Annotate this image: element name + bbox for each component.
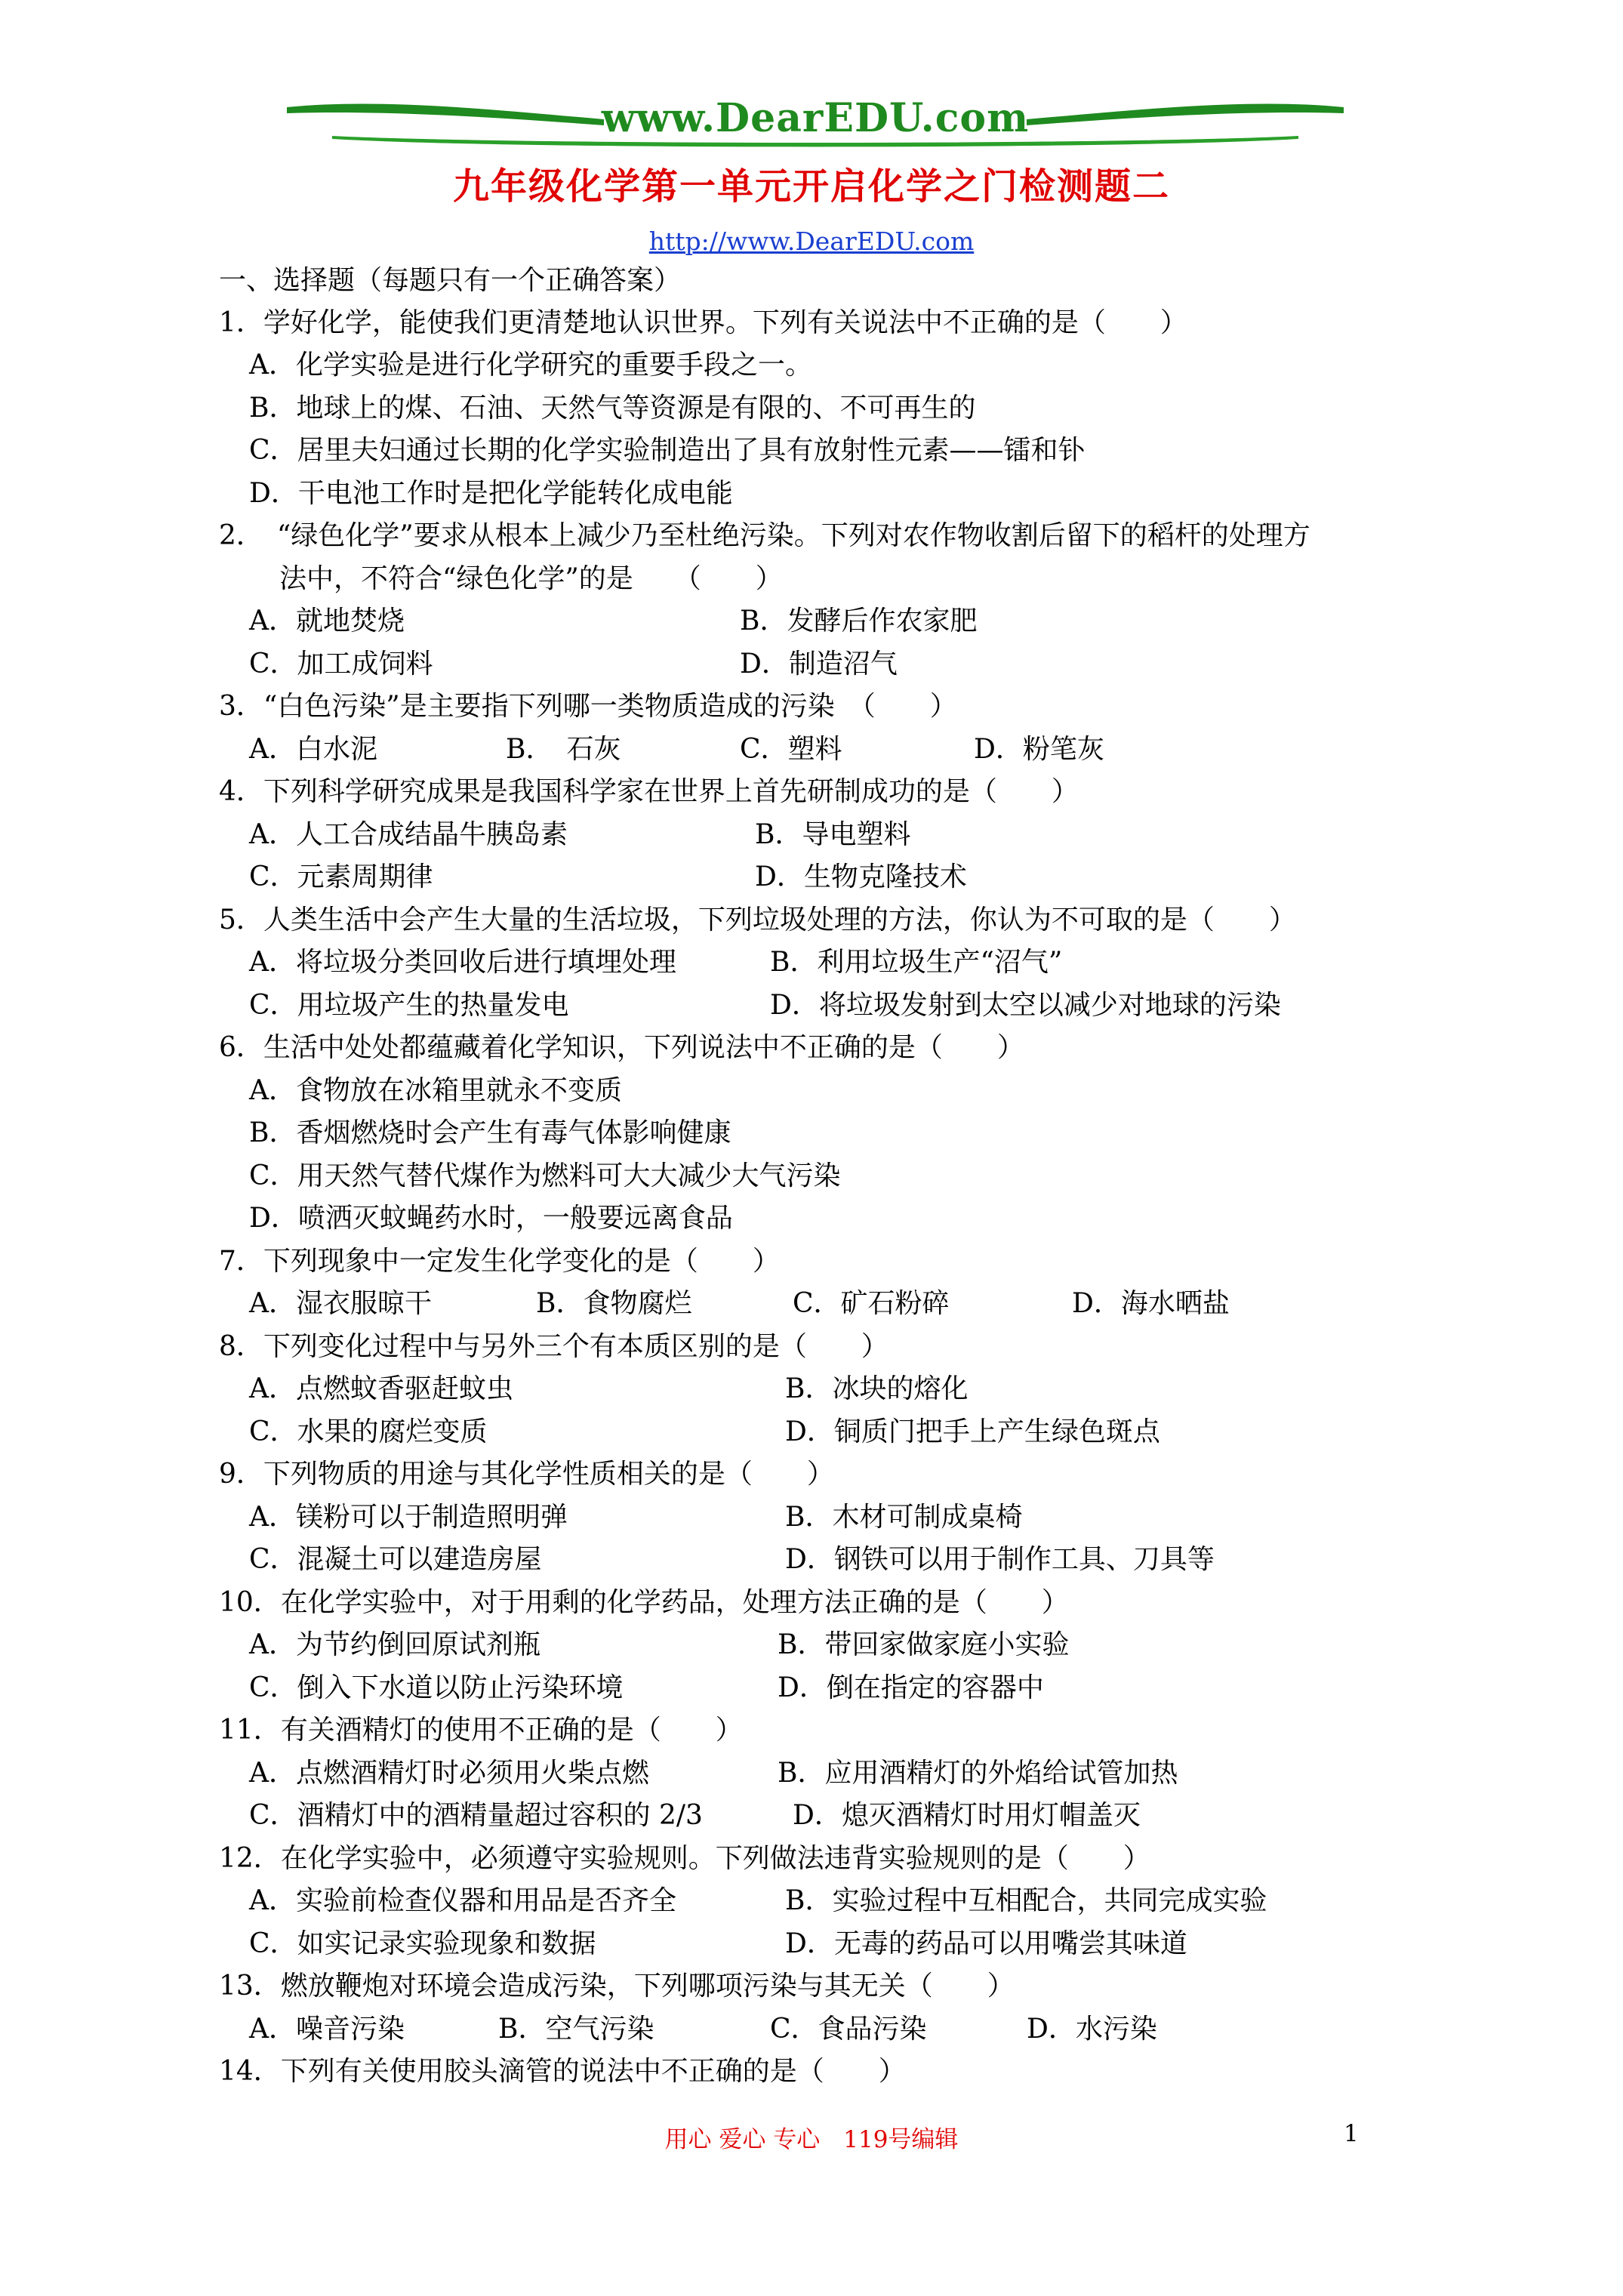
question-8-option-d: D．铜质门把手上产生绿色斑点	[785, 1416, 1160, 1447]
question-10-option-c: C．倒入下水道以防止污染环境	[249, 1672, 624, 1703]
site-banner-text: www.DearEDU.com	[601, 95, 1030, 141]
question-5-option-c: C．用垃圾产生的热量发电	[249, 990, 569, 1021]
question-10-stem: 10．在化学实验中，对于用剩的化学药品，处理方法正确的是（ ）	[219, 1587, 1069, 1618]
question-9-stem: 9．下列物质的用途与其化学性质相关的是（ ）	[219, 1459, 834, 1490]
page-footer: 用心 爱心 专心 119号编辑	[664, 2126, 959, 2153]
question-5-option-b: B．利用垃圾生产“沼气”	[770, 947, 1063, 978]
question-6-option-b: B．香烟燃烧时会产生有毒气体影响健康	[249, 1117, 731, 1148]
question-3-stem: 3．“白色污染”是主要指下列哪一类物质造成的污染 （ ）	[219, 691, 957, 722]
question-3-option-a: A．白水泥	[249, 734, 377, 765]
question-7-option-b: B．食物腐烂	[536, 1288, 692, 1319]
question-4-option-d: D．生物克隆技术	[755, 861, 967, 892]
question-3-option-d: D．粉笔灰	[974, 734, 1104, 765]
question-12-option-a: A．实验前检查仪器和用品是否齐全	[249, 1885, 676, 1916]
question-4-stem: 4．下列科学研究成果是我国科学家在世界上首先研制成功的是（ ）	[219, 776, 1079, 807]
question-1-option-d: D．干电池工作时是把化学能转化成电能	[249, 478, 733, 509]
question-7-stem: 7．下列现象中一定发生化学变化的是（ ）	[219, 1246, 780, 1277]
page-number: 1	[1344, 2120, 1359, 2147]
question-8-option-a: A．点燃蚊香驱赶蚊虫	[249, 1373, 513, 1404]
question-11-option-b: B．应用酒精灯的外焰给试管加热	[778, 1758, 1178, 1789]
question-7-option-d: D．海水晒盐	[1072, 1288, 1230, 1319]
question-4-option-a: A．人工合成结晶牛胰岛素	[249, 819, 568, 850]
question-9-option-b: B．木材可制成桌椅	[785, 1502, 1023, 1533]
question-5-option-a: A．将垃圾分类回收后进行填埋处理	[249, 947, 676, 978]
section-heading: 一、选择题（每题只有一个正确答案）	[219, 265, 682, 296]
question-6-option-c: C．用天然气替代煤作为燃料可大大减少大气污染	[249, 1160, 841, 1191]
question-3-option-b: B． 石灰	[506, 734, 621, 765]
question-2-option-b: B．发酵后作农家肥	[740, 606, 978, 636]
question-9-option-a: A．镁粉可以于制造照明弹	[249, 1502, 568, 1533]
question-6-option-d: D．喷洒灭蚊蝇药水时，一般要远离食品	[249, 1203, 733, 1234]
question-1-option-b: B．地球上的煤、石油、天然气等资源是有限的、不可再生的	[249, 393, 976, 424]
question-10-option-d: D．倒在指定的容器中	[778, 1672, 1044, 1703]
question-13-option-b: B．空气污染	[498, 2014, 654, 2045]
question-1-stem: 1．学好化学，能使我们更清楚地认识世界。下列有关说法中不正确的是（ ）	[219, 307, 1187, 338]
question-8-option-b: B．冰块的熔化	[785, 1373, 969, 1404]
question-11-option-c: C．酒精灯中的酒精量超过容积的 2/3	[249, 1800, 703, 1831]
question-8-option-c: C．水果的腐烂变质	[249, 1416, 488, 1447]
site-url-link[interactable]: http://www.DearEDU.com	[648, 227, 975, 256]
question-10-option-b: B．带回家做家庭小实验	[778, 1629, 1070, 1660]
site-banner	[287, 91, 1344, 159]
question-2-stem: 2． “绿色化学”要求从根本上减少乃至杜绝污染。下列对农作物收割后留下的稻杆的处理方	[219, 520, 1310, 551]
question-6-option-a: A．食物放在冰箱里就永不变质	[249, 1075, 622, 1106]
question-11-option-a: A．点燃酒精灯时必须用火柴点燃	[249, 1758, 649, 1789]
question-13-stem: 13．燃放鞭炮对环境会造成污染，下列哪项污染与其无关（ ）	[219, 1971, 1015, 2002]
question-12-stem: 12．在化学实验中，必须遵守实验规则。下列做法违背实验规则的是（ ）	[219, 1843, 1150, 1874]
question-14-stem: 14．下列有关使用胶头滴管的说法中不正确的是（ ）	[219, 2056, 906, 2087]
question-1-option-c: C．居里夫妇通过长期的化学实验制造出了具有放射性元素——镭和钋	[249, 435, 1086, 466]
question-10-option-a: A．为节约倒回原试剂瓶	[249, 1629, 540, 1660]
question-3-option-c: C．塑料	[740, 734, 842, 765]
question-1-option-a: A．化学实验是进行化学研究的重要手段之一。	[249, 350, 812, 381]
question-2-option-d: D．制造沼气	[740, 649, 898, 680]
question-13-option-d: D．水污染	[1027, 2014, 1157, 2045]
question-13-option-c: C．食品污染	[770, 2014, 927, 2045]
question-5-option-d: D．将垃圾发射到太空以减少对地球的污染	[770, 990, 1281, 1021]
question-7-option-c: C．矿石粉碎	[793, 1288, 950, 1319]
question-9-option-d: D．钢铁可以用于制作工具、刀具等	[785, 1544, 1215, 1575]
question-11-option-d: D．熄灭酒精灯时用灯帽盖灭	[793, 1800, 1141, 1831]
document-title: 九年级化学第一单元开启化学之门检测题二	[452, 165, 1170, 208]
question-8-stem: 8．下列变化过程中与另外三个有本质区别的是（ ）	[219, 1331, 888, 1362]
question-2-option-c: C．加工成饲料	[249, 649, 433, 680]
question-13-option-a: A．噪音污染	[249, 2014, 405, 2045]
question-7-option-a: A．湿衣服晾干	[249, 1288, 432, 1319]
question-2-stem-continued: 法中，不符合“绿色化学”的是 （ ）	[279, 563, 783, 594]
question-6-stem: 6．生活中处处都蕴藏着化学知识，下列说法中不正确的是（ ）	[219, 1032, 1024, 1063]
question-12-option-c: C．如实记录实验现象和数据	[249, 1928, 596, 1959]
question-4-option-c: C．元素周期律	[249, 861, 433, 892]
question-12-option-d: D．无毒的药品可以用嘴尝其味道	[785, 1928, 1187, 1959]
question-4-option-b: B．导电塑料	[755, 819, 911, 850]
question-2-option-a: A．就地焚烧	[249, 606, 405, 636]
question-11-stem: 11．有关酒精灯的使用不正确的是（ ）	[219, 1715, 743, 1746]
question-12-option-b: B．实验过程中互相配合，共同完成实验	[785, 1885, 1267, 1916]
question-5-stem: 5．人类生活中会产生大量的生活垃圾，下列垃圾处理的方法，你认为不可取的是（ ）	[219, 905, 1296, 935]
question-9-option-c: C．混凝土可以建造房屋	[249, 1544, 542, 1575]
